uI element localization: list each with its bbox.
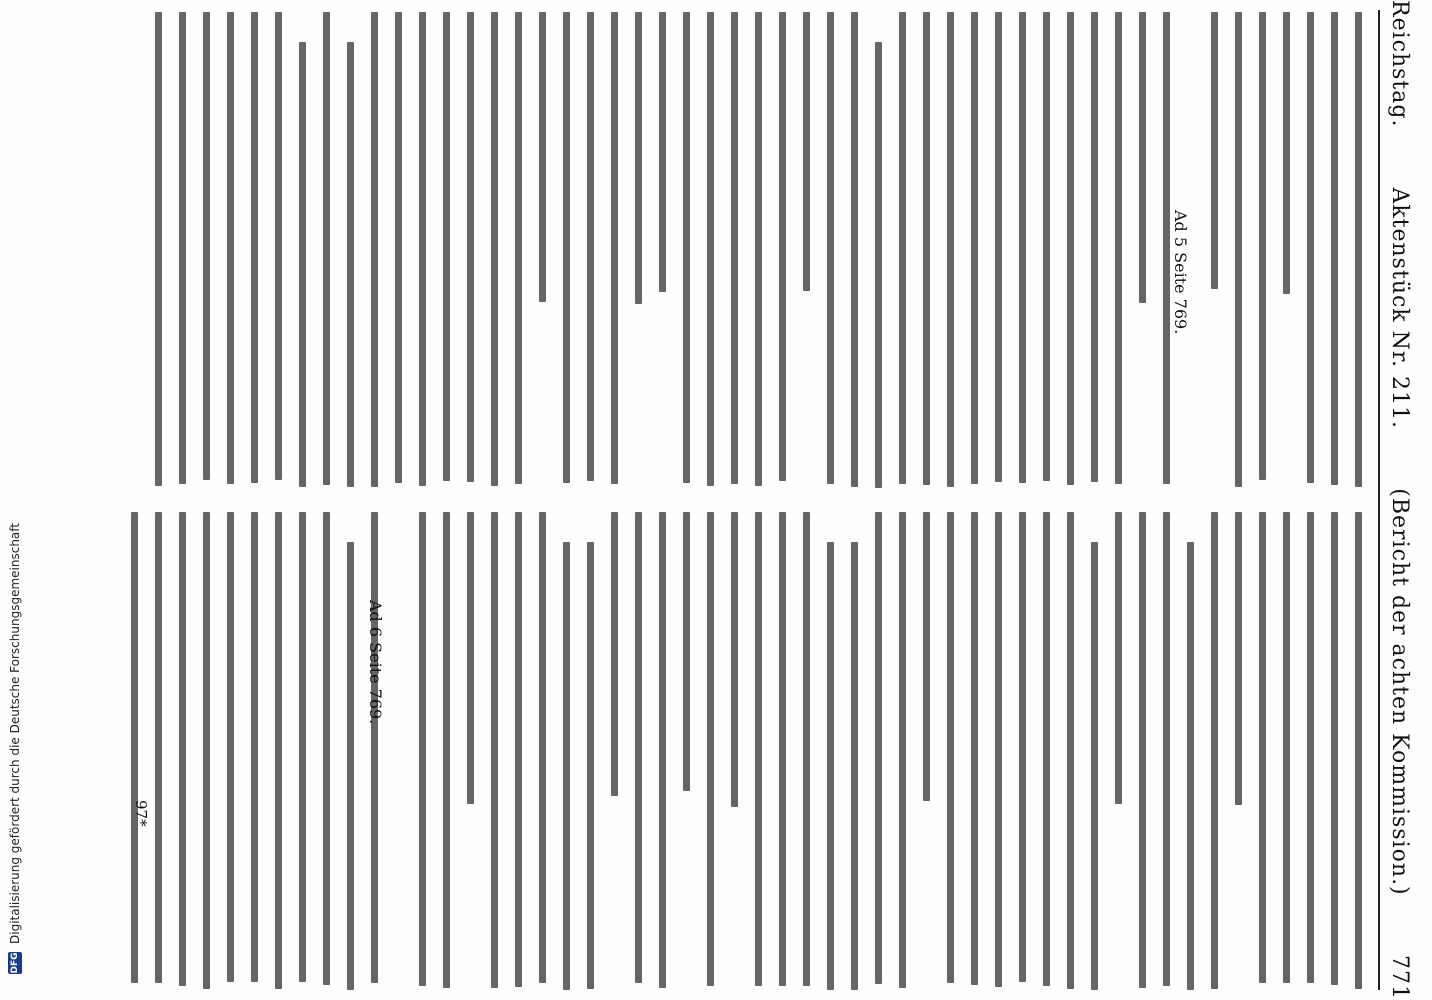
text-line (443, 12, 450, 481)
text-line (1259, 512, 1266, 983)
text-line (1091, 12, 1098, 482)
text-line (1019, 12, 1026, 483)
text-line (467, 512, 474, 804)
text-line (899, 512, 906, 988)
text-line (851, 12, 858, 487)
text-line (875, 42, 882, 488)
text-line (731, 12, 738, 484)
text-line (875, 512, 882, 984)
text-line (779, 512, 786, 986)
text-line (1211, 12, 1218, 289)
text-line (1163, 512, 1170, 986)
text-line (227, 512, 234, 982)
text-line (995, 12, 1002, 482)
text-line (515, 512, 522, 987)
text-line (395, 12, 402, 483)
text-line (1283, 12, 1290, 294)
text-line (1043, 12, 1050, 481)
text-line (155, 512, 162, 983)
text-line (443, 512, 450, 988)
text-line (275, 512, 282, 989)
text-line (731, 512, 738, 807)
text-line (635, 512, 642, 983)
text-line (1235, 512, 1242, 805)
text-line (1331, 512, 1338, 985)
text-line (851, 542, 858, 990)
text-line (803, 12, 810, 291)
text-line (515, 12, 522, 484)
text-line (467, 12, 474, 482)
text-line (899, 12, 906, 484)
text-line (683, 512, 690, 791)
text-line (299, 512, 306, 982)
text-line (1043, 512, 1050, 986)
text-line (1163, 12, 1170, 484)
text-line (1307, 12, 1314, 483)
section-heading-ad6: Ad 6 Seite 769. (366, 600, 385, 725)
text-line (923, 12, 930, 485)
text-line (419, 12, 426, 486)
text-line (1139, 512, 1146, 988)
text-line (659, 512, 666, 988)
text-line (707, 12, 714, 486)
text-line (1259, 12, 1266, 480)
text-line (947, 12, 954, 487)
text-line (755, 12, 762, 486)
text-line (1067, 512, 1074, 989)
text-line (1115, 512, 1122, 804)
text-line (1019, 512, 1026, 982)
signature-mark: 97* (132, 800, 150, 827)
text-line (1283, 512, 1290, 983)
text-line (947, 512, 954, 983)
text-line (203, 512, 210, 989)
text-line (539, 12, 546, 302)
text-line (131, 512, 138, 983)
dfg-logo: DFG (10, 952, 20, 974)
text-line (995, 512, 1002, 987)
text-line (755, 512, 762, 986)
digitization-note (0, 0, 30, 1000)
text-line (1115, 12, 1122, 484)
text-line (1355, 12, 1362, 487)
text-line (587, 12, 594, 481)
page-number: 771 (1387, 954, 1413, 1000)
text-line (1307, 512, 1314, 983)
text-line (635, 12, 642, 304)
text-line (155, 12, 162, 486)
text-line (563, 12, 570, 483)
text-line (491, 512, 498, 988)
text-line (587, 542, 594, 989)
text-line (347, 542, 354, 990)
section-heading-ad5: Ad 5 Seite 769. (1171, 210, 1190, 335)
text-line (659, 12, 666, 292)
text-line (323, 12, 330, 485)
text-line (1139, 12, 1146, 303)
text-line (611, 512, 618, 796)
text-line (971, 12, 978, 484)
text-line (251, 512, 258, 982)
text-line (179, 512, 186, 986)
text-line (611, 12, 618, 484)
header-right: (Bericht der achten Kommission.) (1387, 488, 1413, 896)
text-line (419, 512, 426, 986)
text-line (227, 12, 234, 484)
text-line (779, 12, 786, 481)
header-left: Reichstag. (1387, 0, 1413, 128)
text-line (275, 12, 282, 480)
text-line (1067, 12, 1074, 485)
text-line (1331, 12, 1338, 485)
text-line (971, 512, 978, 985)
text-line (1187, 542, 1194, 990)
text-line (1211, 512, 1218, 989)
text-line (371, 512, 378, 983)
text-line (827, 12, 834, 484)
text-line (323, 512, 330, 985)
text-line (1091, 542, 1098, 990)
text-line (707, 512, 714, 986)
text-line (491, 12, 498, 486)
text-line (923, 512, 930, 801)
text-line (371, 12, 378, 487)
digitization-note-text: Digitalisierung gefördert durch die Deutsche Forschungsgemeinschaft (8, 522, 22, 944)
text-line (347, 42, 354, 487)
text-line (251, 12, 258, 483)
text-line (179, 12, 186, 484)
text-line (1235, 12, 1242, 487)
text-line (1355, 512, 1362, 989)
text-line (299, 42, 306, 487)
text-line (683, 12, 690, 483)
text-line (203, 12, 210, 480)
text-line (563, 542, 570, 990)
text-line (827, 542, 834, 990)
text-line (539, 512, 546, 983)
header-center: Aktenstück Nr. 211. (1387, 187, 1413, 429)
text-line (803, 512, 810, 986)
